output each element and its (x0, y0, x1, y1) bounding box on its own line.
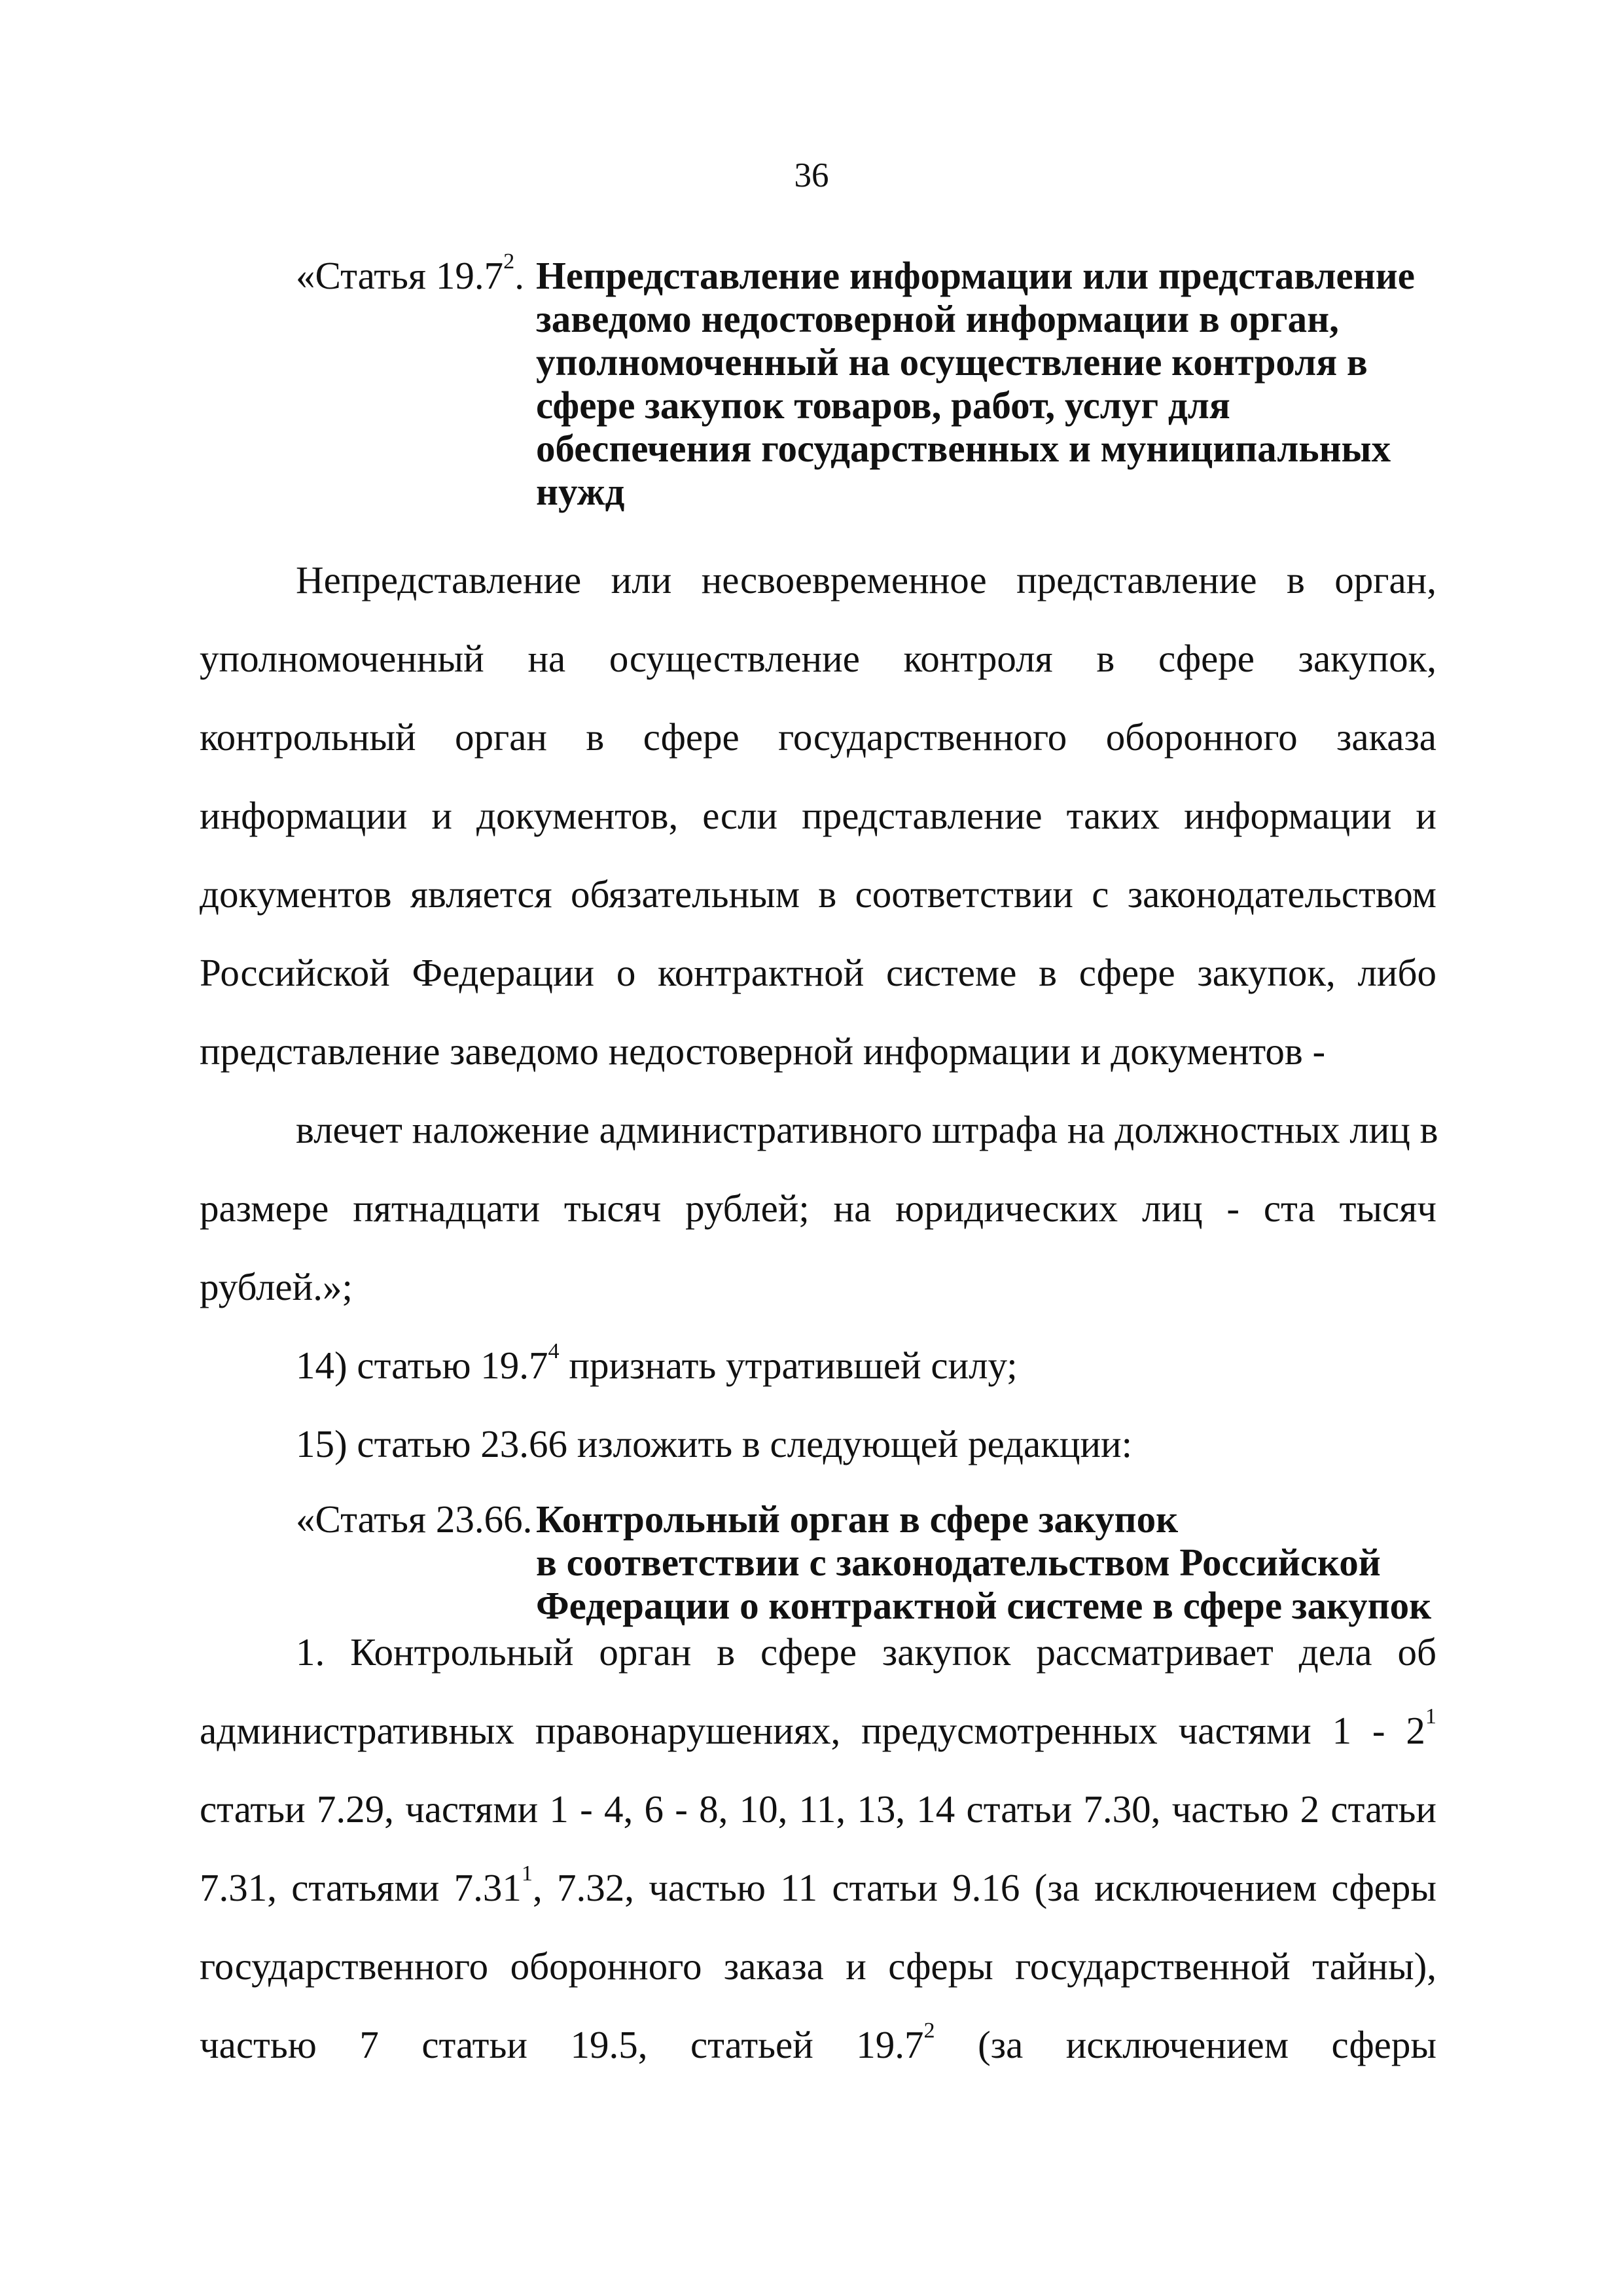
body-line: размере пятнадцати тысяч рублей; на юридических лиц - ста тысяч (200, 1187, 1436, 1230)
article-23-66-heading (296, 1498, 1448, 1628)
para-1-line: 7.31, статьями 7.31$^1$, 7.32, частью 11 статьи 9.16 (за исключением сферы (200, 1861, 1437, 1909)
article-title-line: заведомо недостоверной информации в орган, (536, 297, 1339, 340)
body-line: представление заведомо недостоверной информации и документов - (200, 1030, 1326, 1073)
body-line: уполномоченный на осуществление контроля в сфере закупок, (200, 637, 1436, 680)
body-line: влечет наложение административного штрафа на должностных лиц в (296, 1108, 1438, 1151)
page-number: 36 (794, 156, 829, 194)
para-1-line: административных правонарушениях, предусмотренных частями $1 - 2^1$ (200, 1704, 1436, 1752)
article-19-7-2-prefix: «Статья 19.7$^2$. (296, 249, 524, 297)
body-line: документов является обязательным в соответствии с законодательством (200, 872, 1436, 916)
body-line: информации и документов, если представление таких информации и (200, 794, 1436, 837)
article-title-line: сфере закупок товаров, работ, услуг для (536, 384, 1230, 427)
body-line: Российской Федерации о контрактной системе в сфере закупок, либо (200, 951, 1436, 994)
article-title-line: уполномоченный на осуществление контроля в (536, 340, 1368, 384)
body-line: контрольный орган в сфере государственного оборонного заказа (200, 715, 1436, 759)
para-1-line: 1. Контрольный орган в сфере закупок рассматривает дела об (296, 1630, 1436, 1674)
article-19-7-2-title (536, 254, 1415, 513)
item-15: 15) статью 23.66 изложить в следующей редакции: (296, 1422, 1132, 1465)
article-title-line: нужд (536, 470, 625, 513)
para-1-line: государственного оборонного заказа и сферы государственной тайны), (200, 1945, 1436, 1988)
para-1-line: частью 7 статьи 19.5, статьей 19.7$^2$ (за исключением сферы (200, 2018, 1436, 2066)
article-19-7-2-heading (296, 249, 1448, 516)
article-title-line: в соответствии с законодательством Российской (536, 1541, 1381, 1584)
body-line: Непредставление или несвоевременное представление в орган, (296, 558, 1436, 601)
body-line: рублей.»; (200, 1265, 353, 1308)
article-title-line: Контрольный орган в сфере закупок (536, 1498, 1179, 1541)
article-title-line: Федерации о контрактной системе в сфере закупок (536, 1584, 1432, 1627)
article-23-66-title (536, 1498, 1431, 1627)
article-title-line: Непредставление информации или представление (536, 254, 1415, 297)
item-14: 14) статью 19.7$^4$ признать утратившей силу; (296, 1339, 1018, 1387)
article-title-line: обеспечения государственных и муниципальных (536, 427, 1391, 470)
para-1-line: статьи 7.29, частями 1 - 4, 6 - 8, 10, 11, 13, 14 статьи 7.30, частью 2 статьи (200, 1787, 1436, 1831)
article-23-66-prefix: «Статья 23.66. (296, 1498, 533, 1541)
